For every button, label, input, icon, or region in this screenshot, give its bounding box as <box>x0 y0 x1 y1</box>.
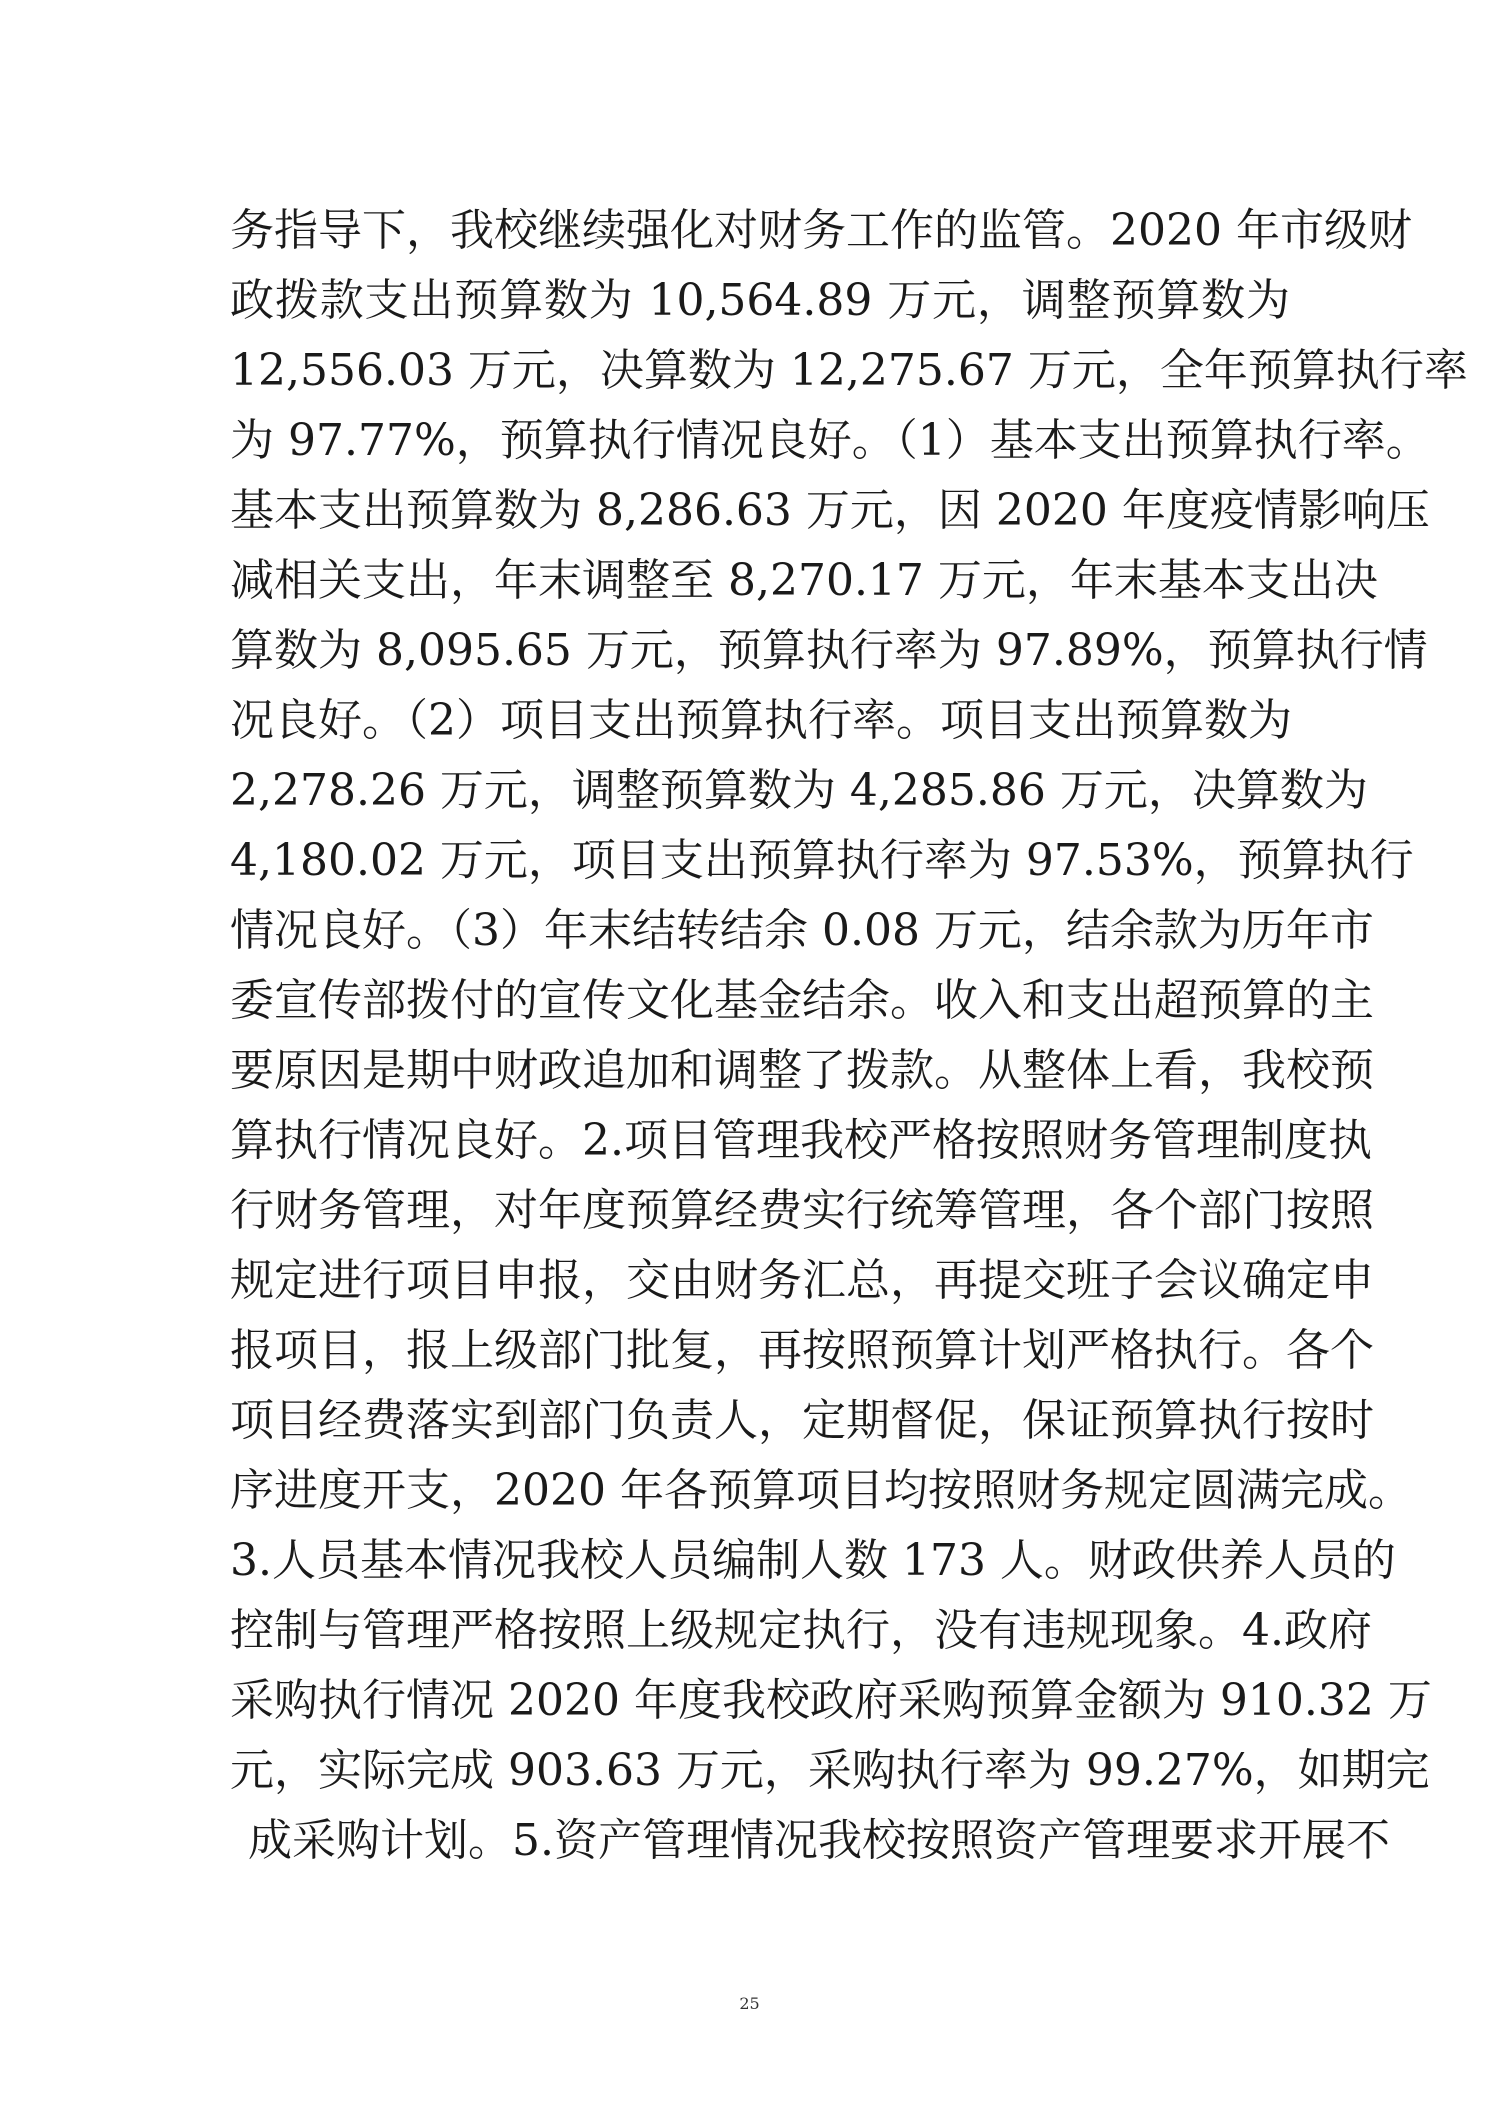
text-line: 况良好。（2）项目支出预算执行率。项目支出预算数为 <box>230 695 1292 746</box>
text-line: 政拨款支出预算数为 10,564.89 万元，调整预算数为 <box>230 275 1290 326</box>
text-line: 要原因是期中财政追加和调整了拨款。从整体上看，我校预 <box>230 1045 1374 1096</box>
page-number: 25 <box>739 1994 760 2013</box>
text-line: 行财务管理，对年度预算经费实行统筹管理，各个部门按照 <box>230 1185 1374 1236</box>
text-line: 基本支出预算数为 8,286.63 万元，因 2020 年度疫情影响压 <box>230 485 1430 536</box>
text-line: 情况良好。（3）年末结转结余 0.08 万元，结余款为历年市 <box>230 905 1374 956</box>
text-line: 2,278.26 万元，调整预算数为 4,285.86 万元，决算数为 <box>230 765 1368 816</box>
text-line: 12,556.03 万元，决算数为 12,275.67 万元，全年预算执行率 <box>230 345 1468 396</box>
text-line: 报项目，报上级部门批复，再按照预算计划严格执行。各个 <box>230 1325 1374 1376</box>
text-line: 元，实际完成 903.63 万元，采购执行率为 99.27%，如期完 <box>230 1745 1430 1796</box>
text-line: 4,180.02 万元，项目支出预算执行率为 97.53%，预算执行 <box>230 835 1414 886</box>
text-line: 采购执行情况 2020 年度我校政府采购预算金额为 910.32 万 <box>230 1675 1432 1726</box>
text-line: 减相关支出，年末调整至 8,270.17 万元，年末基本支出决 <box>230 555 1378 606</box>
text-line: 规定进行项目申报，交由财务汇总，再提交班子会议确定申 <box>230 1255 1374 1306</box>
text-line: 序进度开支，2020 年各预算项目均按照财务规定圆满完成。 <box>230 1465 1412 1516</box>
text-line: 项目经费落实到部门负责人，定期督促，保证预算执行按时 <box>230 1395 1374 1446</box>
body-text <box>230 196 1468 1876</box>
text-line: 务指导下，我校继续强化对财务工作的监管。2020 年市级财 <box>230 205 1412 256</box>
text-line: 为 97.77%，预算执行情况良好。（1）基本支出预算执行率。 <box>230 415 1430 466</box>
text-line: 3.人员基本情况我校人员编制人数 173 人。财政供养人员的 <box>230 1535 1396 1586</box>
text-line: 控制与管理严格按照上级规定执行，没有违规现象。4.政府 <box>230 1605 1372 1656</box>
text-line: 委宣传部拨付的宣传文化基金结余。收入和支出超预算的主 <box>230 975 1374 1026</box>
text-line: 算执行情况良好。2.项目管理我校严格按照财务管理制度执 <box>230 1115 1372 1166</box>
text-line: 成采购计划。5.资产管理情况我校按照资产管理要求开展不 <box>248 1815 1390 1866</box>
text-line: 算数为 8,095.65 万元，预算执行率为 97.89%，预算执行情 <box>230 625 1428 676</box>
